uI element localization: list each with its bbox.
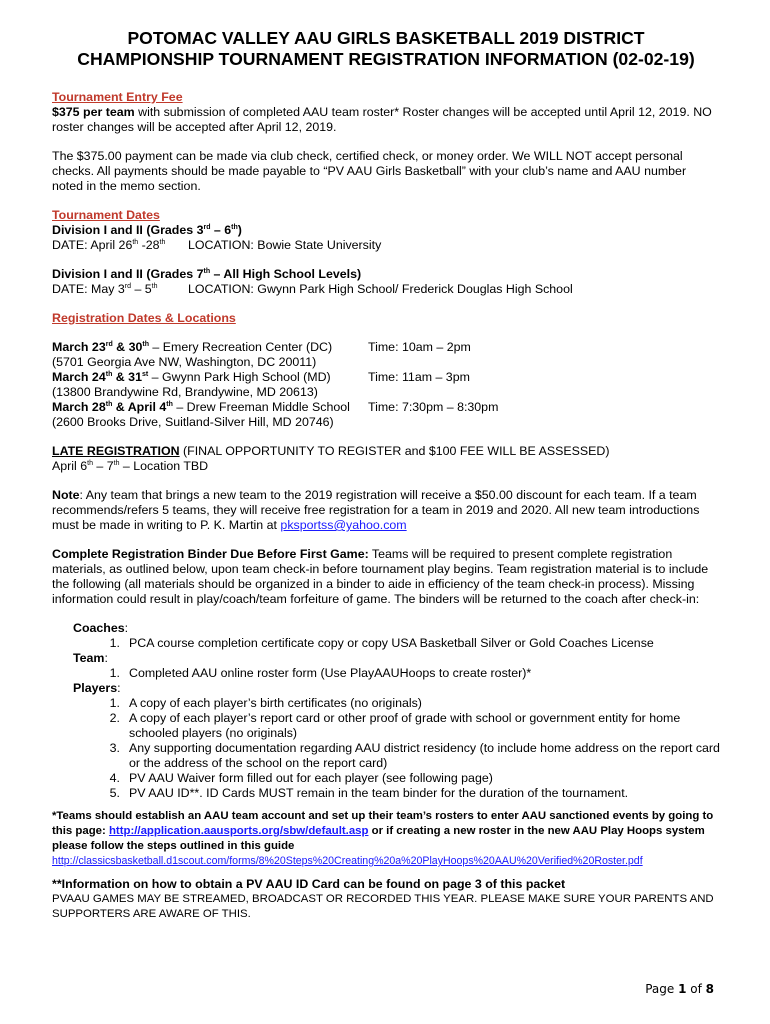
requirement-item: 1. Completed AAU online roster form (Use PlayAAUHoops to create roster)*	[109, 666, 532, 680]
late-registration-section	[52, 444, 720, 474]
binder-paragraph: Complete Registration Binder Due Before First Game: Teams will be required to present complete registration materials, as outlined below, upon team check-in before tournament play begins. Team registration material is to include the following (all materials should be organized in a binder to aide in efficiency of the team check-in process). Missing information could result in play/coach/team forfeiture of game. The binders will be returned to the coach after check-in:	[52, 547, 709, 606]
division-1-date-row	[52, 238, 720, 253]
registration-row-1: March 23rd & 30th – Emery Recreation Center (DC) Time: 10am – 2pm	[52, 340, 720, 355]
entry-fee-heading: Tournament Entry Fee	[52, 90, 183, 104]
title-line-1: POTOMAC VALLEY AAU GIRLS BASKETBALL 2019 DISTRICT	[127, 28, 645, 48]
registration-address-1: (5701 Georgia Ave NW, Washington, DC 20011)	[52, 355, 317, 369]
players-label: Players:	[73, 681, 121, 695]
tournament-dates-heading: Tournament Dates	[52, 208, 160, 222]
note-paragraph: Note: Any team that brings a new team to the 2019 registration will receive a $50.00 discount for each team. If a team recommends/refers 5 teams, they will receive free registration for a team in 2019 and 2020. All new team introductions must be made in writing to P. K. Martin at pksportss@yahoo.com	[52, 488, 700, 532]
requirement-item: 1. A copy of each player’s birth certificates (no originals)	[109, 696, 422, 710]
aau-application-link[interactable]: http://application.aausports.org/sbw/default.asp	[108, 825, 369, 837]
registration-address-2: (13800 Brandywine Rd, Brandywine, MD 20613)	[52, 385, 318, 399]
entry-fee-paragraph	[52, 105, 720, 135]
division-1-date: DATE: April 26th -28th	[52, 238, 166, 252]
division-1-heading: Division I and II (Grades 3rd – 6th)	[52, 223, 242, 237]
registration-heading: Registration Dates & Locations	[52, 311, 236, 325]
account-footnote: *Teams should establish an AAU team account and set up their team’s rosters to enter AAU sanctioned events by going to this page: http://application.aausports.org/sbw/default.asp or if creating a new roster in the new AAU Play Hoops system please follow the steps outlined in this guide	[52, 810, 714, 852]
tournament-dates-section	[52, 208, 720, 297]
page-number: Page 1 of 8	[645, 982, 714, 996]
registration-address-3: (2600 Brooks Drive, Suitland-Silver Hill, MD 20746)	[52, 415, 334, 429]
title-line-2: CHAMPIONSHIP TOURNAMENT REGISTRATION INFORMATION (02-02-19)	[77, 49, 695, 69]
late-registration-label: LATE REGISTRATION	[52, 444, 180, 458]
requirement-item: 3. Any supporting documentation regarding AAU district residency (to include home address on the report card or the address of the school on the report card)	[109, 741, 720, 770]
requirement-item: 1. PCA course completion certificate copy or copy USA Basketball Silver or Gold Coaches License	[109, 636, 654, 650]
division-2-heading: Division I and II (Grades 7th – All High School Levels)	[52, 267, 362, 281]
requirements-list	[52, 621, 720, 801]
entry-fee-section	[52, 90, 720, 194]
document-page	[52, 28, 720, 922]
registration-time-1: Time: 10am – 2pm	[368, 340, 471, 354]
late-registration-date: April 6th – 7th – Location TBD	[52, 459, 209, 473]
division-1-location: LOCATION: Bowie State University	[188, 238, 382, 252]
id-card-footnote: **Information on how to obtain a PV AAU ID Card can be found on page 3 of this packet	[52, 877, 566, 891]
players-items	[52, 696, 720, 801]
requirement-item: 5. PV AAU ID**. ID Cards MUST remain in the team binder for the duration of the tournament.	[109, 786, 629, 800]
team-label: Team:	[73, 651, 108, 665]
page-title	[52, 28, 720, 70]
streaming-notice: PVAAU GAMES MAY BE STREAMED, BROADCAST OR RECORDED THIS YEAR. PLEASE MAKE SURE YOUR PARENTS AND SUPPORTERS ARE AWARE OF THIS.	[52, 893, 714, 920]
registration-time-3: Time: 7:30pm – 8:30pm	[368, 400, 499, 414]
payment-paragraph: The $375.00 payment can be made via club check, certified check, or money order. We WILL NOT accept personal checks. All payments should be made payable to “PV AAU Girls Basketball” with your club’s name and AAU number noted in the memo section.	[52, 149, 687, 193]
contact-email-link[interactable]: pksportss@yahoo.com	[280, 518, 407, 532]
late-registration-text: (FINAL OPPORTUNITY TO REGISTER and $100 FEE WILL BE ASSESSED)	[179, 444, 610, 458]
registration-row-3: March 28th & April 4th – Drew Freeman Middle School Time: 7:30pm – 8:30pm	[52, 400, 720, 415]
requirement-item: 2. A copy of each player’s report card or other proof of grade with school or government entity for home schooled players (no originals)	[109, 711, 681, 740]
division-2-date-row	[52, 282, 720, 297]
team-items	[52, 666, 720, 681]
requirement-item: 4. PV AAU Waiver form filled out for each player (see following page)	[109, 771, 493, 785]
roster-guide-link[interactable]: http://classicsbasketball.d1scout.com/forms/8%20Steps%20Creating%20a%20PlayHoops%20AAU%20Verified%20Roster.pdf	[52, 855, 643, 867]
division-2-location: LOCATION: Gwynn Park High School/ Frederick Douglas High School	[188, 282, 573, 296]
entry-fee-text: with submission of completed AAU team roster* Roster changes will be accepted until April 12, 2019. NO roster changes will be accepted after April 12, 2019.	[52, 105, 712, 134]
entry-fee-amount: $375 per team	[52, 105, 135, 119]
registration-row-2: March 24th & 31st – Gwynn Park High School (MD) Time: 11am – 3pm	[52, 370, 720, 385]
registration-time-2: Time: 11am – 3pm	[368, 370, 470, 384]
coaches-items	[52, 636, 720, 651]
coaches-label: Coaches:	[73, 621, 129, 635]
registration-section	[52, 311, 720, 430]
division-2-date: DATE: May 3rd – 5th	[52, 282, 158, 296]
